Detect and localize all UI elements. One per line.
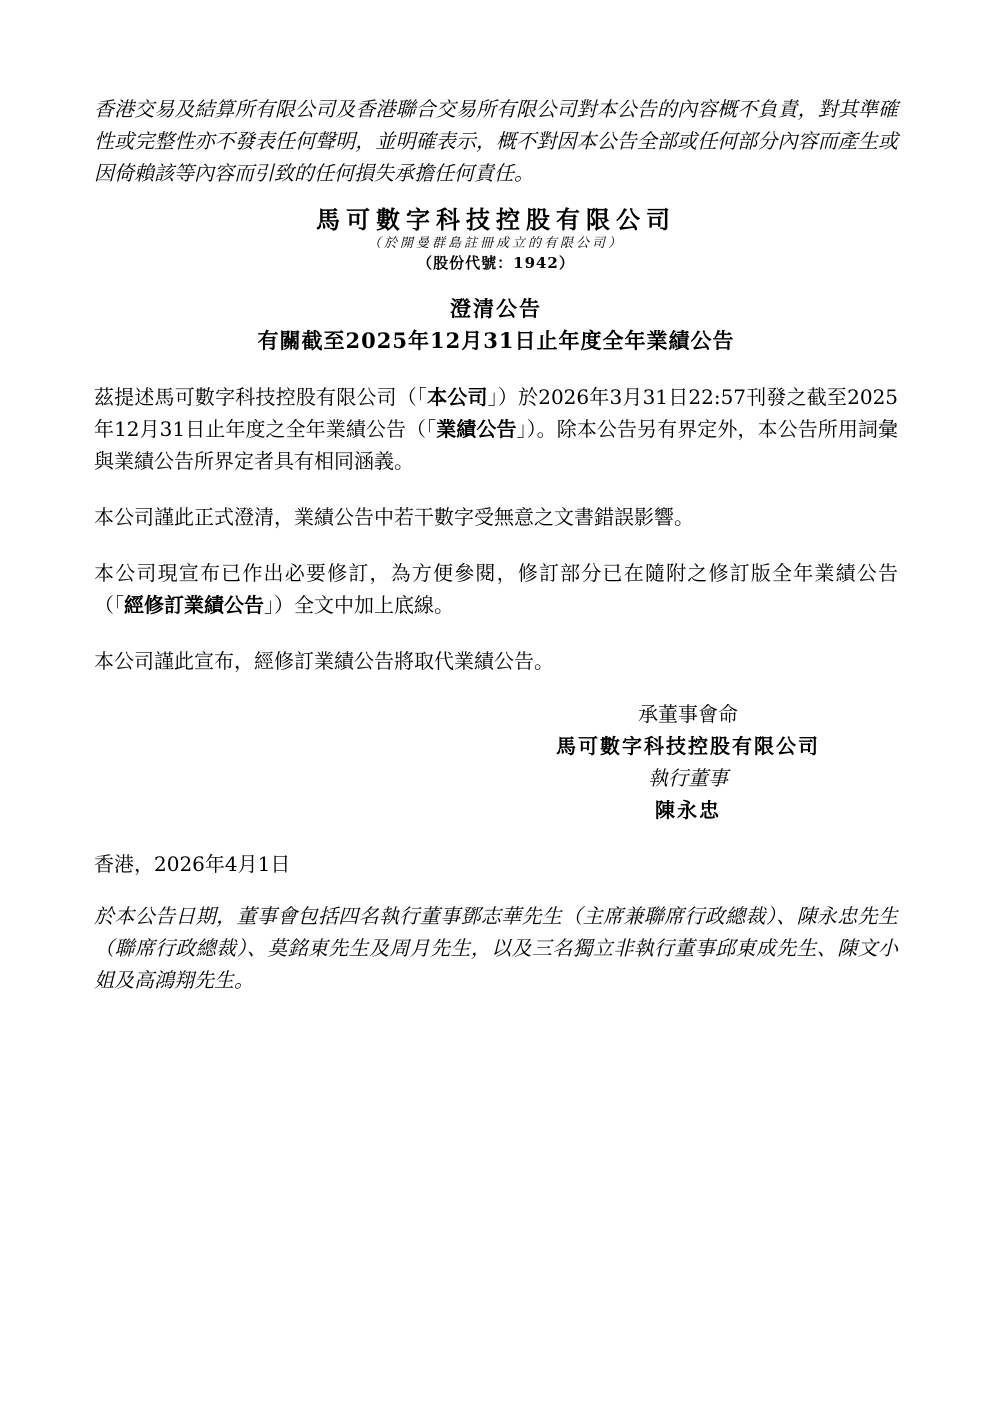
p1-text-a: 茲提述馬可數字科技控股有限公司（「 (94, 385, 428, 409)
paragraph-replacement: 本公司謹此宣布，經修訂業績公告將取代業績公告。 (94, 649, 554, 673)
announcement-page (94, 93, 898, 677)
incorporation-note: （於開曼群島註冊成立的有限公司） (367, 236, 624, 251)
p3-text-c: 」）全文中加上底線。 (264, 593, 454, 617)
stock-code: （股份代號：1942） (417, 254, 575, 272)
disclaimer: 香港交易及結算所有限公司及香港聯合交易所有限公司對本公告的內容概不負責，對其準確性或完整性亦不發表任何聲明，並明確表示，概不對因本公告全部或任何部分內容而產生或因倚賴該等內容而引致的任何損失承擔任何責任。 (94, 97, 898, 185)
announcement-subtitle: 有關截至2025年12月31日止年度全年業績公告 (257, 328, 735, 353)
defined-term-company: 本公司 (427, 385, 488, 409)
p1-text-e: 」）。除本公告另有界定外，本公告所用詞彙與業績公告所界定者具有相同涵義。 (94, 417, 899, 473)
signature-company: 馬可數字科技控股有限公司 (556, 734, 820, 758)
place-date: 香港，2026年4月1日 (94, 852, 291, 876)
announcement-title: 澄清公告 (450, 297, 542, 321)
signature-name: 陳永忠 (655, 798, 721, 822)
board-composition-note: 於本公告日期，董事會包括四名執行董事鄧志華先生（主席兼聯席行政總裁）、陳永忠先生（聯席行政總裁）、莫銘東先生及周月先生，以及三名獨立非執行董事邱東成先生、陳文小姐及高鴻翔先生。 (94, 904, 898, 992)
paragraph-reference (94, 381, 898, 477)
paragraph-revision (94, 557, 898, 621)
company-name: 馬可數字科技控股有限公司 (316, 206, 676, 234)
defined-term-revised-announcement: 經修訂業績公告 (124, 593, 264, 617)
p3-text-a: 本公司現宣布已作出必要修訂，為方便參閱，修訂部分已在隨附之修訂版全年業績公告（「 (94, 561, 898, 617)
p1-text-c: 」）於2026年3月31日22:57刊發之截至2025年12月31日止年度之全年業績公告（「 (94, 385, 899, 441)
signature-block (520, 698, 856, 826)
defined-term-results-announcement: 業績公告 (436, 417, 517, 441)
by-order-line: 承董事會命 (638, 702, 738, 726)
paragraph-clarification: 本公司謹此正式澄清，業績公告中若干數字受無意之文書錯誤影響。 (94, 505, 694, 529)
signature-role: 執行董事 (648, 766, 728, 790)
